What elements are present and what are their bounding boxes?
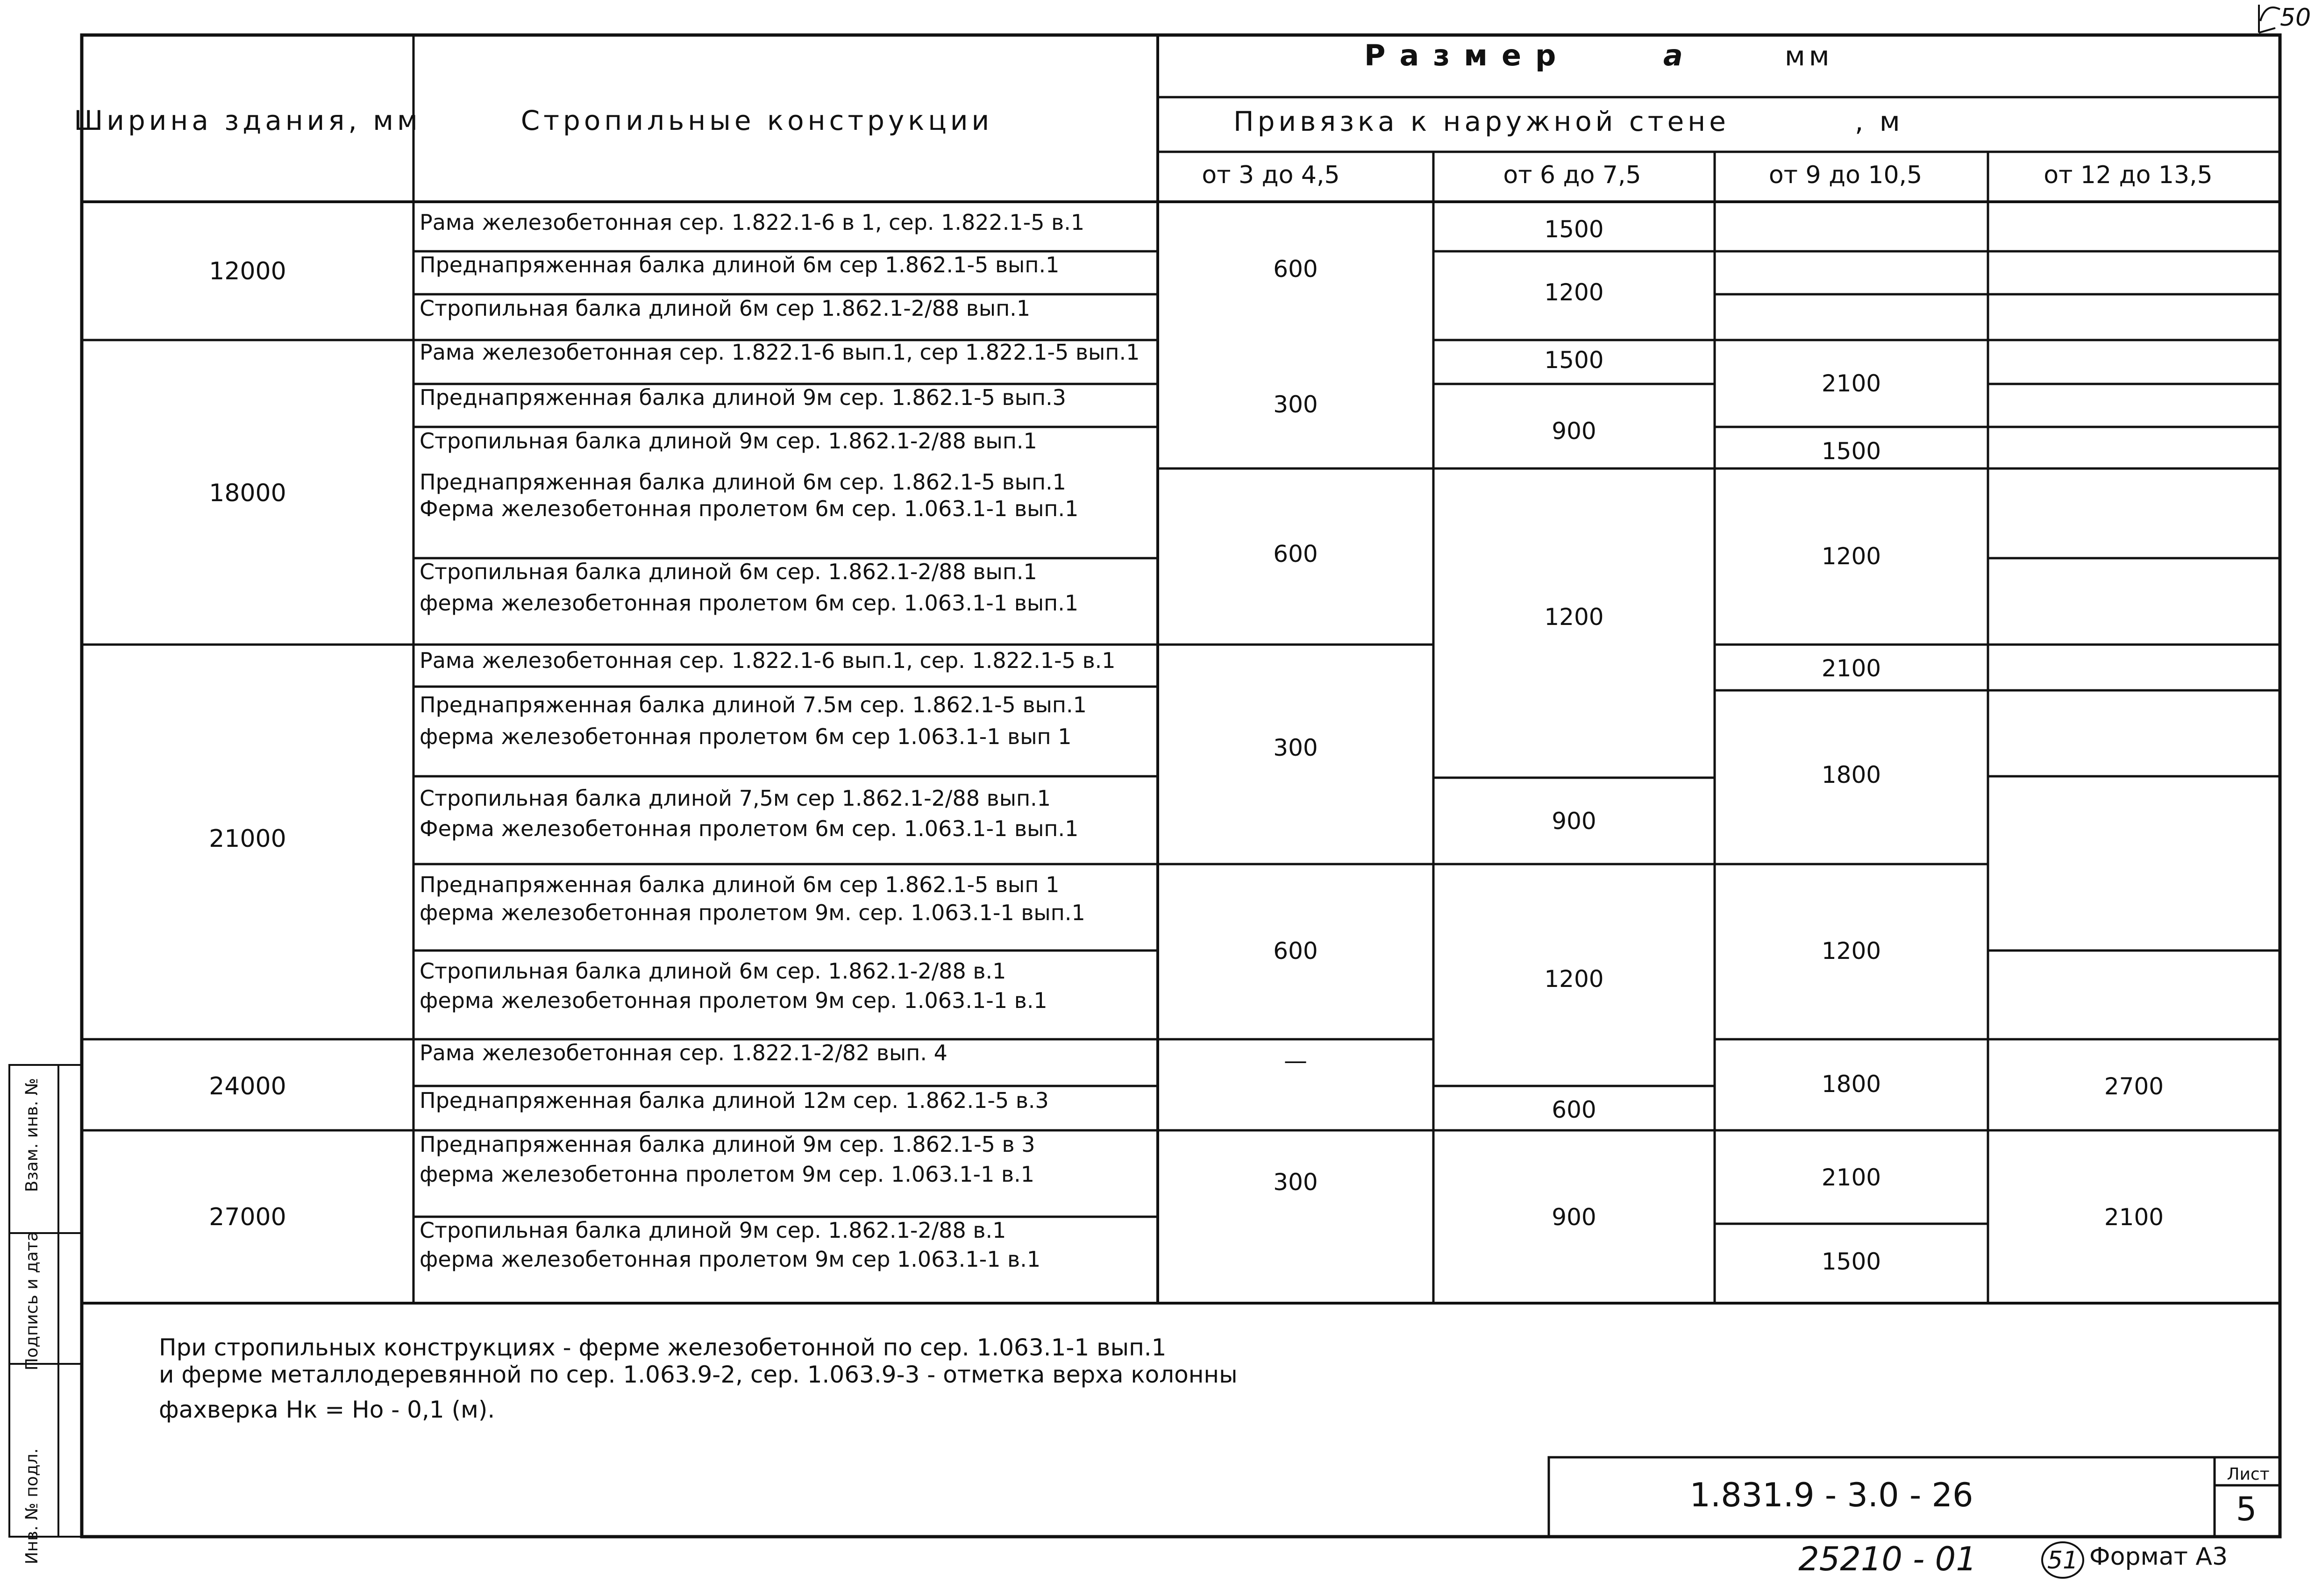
size-cell-range-2: 1500 <box>1544 347 1604 374</box>
title-block <box>1689 1465 2269 1528</box>
table-grid <box>9 35 2280 1537</box>
structure-line: Преднапряженная балка длиной 9м сер. 1.862.1-5 вып.3 <box>420 385 1066 410</box>
structure-line: Рама железобетонная сер. 1.822.1-6 в 1, сер. 1.822.1-5 в.1 <box>420 210 1085 235</box>
header-range-3: от 9 до 10,5 <box>1768 161 1923 189</box>
building-width-cell: 18000 <box>209 479 286 507</box>
structure-line: ферма железобетонная пролетом 6м сер. 1.063.1-1 вып.1 <box>420 590 1079 616</box>
structures-column <box>420 210 1140 1272</box>
header-size-unit: мм <box>1785 40 1833 72</box>
side-label-signature: Подпись и дата <box>22 1231 42 1371</box>
header-binding: Привязка к наружной стене <box>1233 106 1730 137</box>
structure-line: Стропильная балка длиной 6м сер. 1.862.1-2/88 вып.1 <box>420 559 1037 584</box>
structure-line: ферма железобетонная пролетом 9м сер 1.063.1-1 в.1 <box>420 1247 1041 1272</box>
size-cell-range-3: 1500 <box>1821 438 1881 465</box>
size-cell-range-3: 1200 <box>1821 543 1881 570</box>
building-width-cell: 24000 <box>209 1072 286 1100</box>
structure-line: Стропильная балка длиной 6м сер 1.862.1-2/88 вып.1 <box>420 296 1031 321</box>
structure-line: ферма железобетонна пролетом 9м сер. 1.063.1-1 в.1 <box>420 1162 1035 1187</box>
size-cell-range-1: 600 <box>1273 540 1318 567</box>
structure-line: Рама железобетонная сер. 1.822.1-2/82 вып. 4 <box>420 1040 947 1065</box>
size-cell-range-1: 300 <box>1273 391 1318 418</box>
note-block <box>159 1334 1238 1423</box>
structure-line: ферма железобетонная пролетом 6м сер 1.063.1-1 вып 1 <box>420 724 1072 749</box>
header-range-4: от 12 до 13,5 <box>2044 161 2213 189</box>
structure-line: ферма железобетонная пролетом 9м сер. 1.063.1-1 в.1 <box>420 988 1047 1013</box>
size-cell-range-3: 1200 <box>1821 937 1881 965</box>
structure-line: Стропильная балка длиной 9м сер. 1.862.1-2/88 вып.1 <box>420 428 1037 454</box>
size-cell-range-2: 1200 <box>1544 603 1604 631</box>
size-cell-range-4: 2100 <box>2104 1204 2164 1231</box>
side-label-replacement: Взам. инв. № <box>22 1078 42 1192</box>
header-range-2: от 6 до 7,5 <box>1503 161 1641 189</box>
side-stamp <box>22 1078 42 1564</box>
size-cell-range-2: 600 <box>1552 1096 1596 1123</box>
size-cell-range-2: 900 <box>1552 1204 1596 1231</box>
footer <box>1798 4 2311 1578</box>
structure-line: Рама железобетонная сер. 1.822.1-6 вып.1, сер 1.822.1-5 вып.1 <box>420 340 1140 365</box>
header-size-title: Размер <box>1364 38 1570 72</box>
note-line-2: и ферме металлодеревянной по сер. 1.063.9-2, сер. 1.063.9-3 - отметка верха колонны <box>159 1361 1238 1388</box>
size-cell-range-1: 600 <box>1273 937 1318 965</box>
size-cell-range-4: 2700 <box>2104 1073 2164 1100</box>
size-cell-range-3: 2100 <box>1821 370 1881 397</box>
structure-line: Преднапряженная балка длиной 6м сер 1.862.1-5 вып.1 <box>420 252 1060 277</box>
side-label-inventory: Инв. № подл. <box>22 1448 42 1565</box>
sheet-number: 5 <box>2236 1490 2257 1528</box>
document-code: 1.831.9 - 3.0 - 26 <box>1689 1476 1973 1514</box>
size-cell-range-3: 2100 <box>1821 655 1881 682</box>
building-width-cell: 21000 <box>209 825 286 853</box>
size-cell-range-2: 1200 <box>1544 965 1604 993</box>
structure-line: Ферма железобетонная пролетом 6м сер. 1.063.1-1 вып.1 <box>420 496 1079 521</box>
size-cell-range-1: 300 <box>1273 1169 1318 1196</box>
size-cell-range-3: 1800 <box>1821 761 1881 788</box>
structure-line: Преднапряженная балка длиной 12м сер. 1.862.1-5 в.3 <box>420 1088 1049 1113</box>
structure-line: Преднапряженная балка длиной 9м сер. 1.862.1-5 в 3 <box>420 1132 1035 1157</box>
size-cell-range-3: 2100 <box>1821 1164 1881 1191</box>
size-cell-range-1: 600 <box>1273 255 1318 283</box>
corner-sheet-number: 50 <box>2280 4 2311 32</box>
structure-line: Преднапряженная балка длиной 6м сер. 1.862.1-5 вып.1 <box>420 469 1066 495</box>
building-width-cell: 12000 <box>209 257 286 285</box>
structure-line: Ферма железобетонная пролетом 6м сер. 1.063.1-1 вып.1 <box>420 816 1079 841</box>
table-header <box>74 38 2212 189</box>
size-cell-range-2: 900 <box>1552 418 1596 445</box>
sheet-format: Формат А3 <box>2089 1543 2228 1571</box>
size-cell-range-1: 300 <box>1273 734 1318 761</box>
page-mark: 51 <box>2047 1546 2079 1575</box>
building-width-column <box>209 257 286 1231</box>
note-line-1: При стропильных конструкциях - ферме железобетонной по сер. 1.063.1-1 вып.1 <box>159 1334 1167 1361</box>
structure-line: Рама железобетонная сер. 1.822.1-6 вып.1, сер. 1.822.1-5 в.1 <box>420 648 1116 673</box>
size-cell-range-1: — <box>1284 1047 1307 1074</box>
structure-line: ферма железобетонная пролетом 9м. сер. 1.063.1-1 вып.1 <box>420 900 1085 925</box>
size-cell-range-3: 1800 <box>1821 1071 1881 1098</box>
size-cell-range-3: 1500 <box>1821 1248 1881 1275</box>
note-line-3: фахверка Hк = Hо - 0,1 (м). <box>159 1396 495 1423</box>
building-width-cell: 27000 <box>209 1203 286 1231</box>
inventory-number: 25210 - 01 <box>1798 1540 1977 1578</box>
corner-mark <box>2259 5 2280 33</box>
structure-line: Стропильная балка длиной 7,5м сер 1.862.1-2/88 вып.1 <box>420 786 1051 811</box>
size-cell-range-2: 1200 <box>1544 279 1604 306</box>
size-values <box>1273 216 2164 1275</box>
header-rafter-structures: Стропильные конструкции <box>520 105 993 136</box>
structure-line: Стропильная балка длиной 6м сер. 1.862.1-2/88 в.1 <box>420 958 1006 984</box>
sheet-label: Лист <box>2227 1465 2270 1484</box>
structure-line: Преднапряженная балка длиной 7.5м сер. 1.862.1-5 вып.1 <box>420 692 1087 717</box>
header-building-width: Ширина здания, мм <box>74 105 421 136</box>
size-cell-range-2: 900 <box>1552 808 1596 835</box>
structure-line: Преднапряженная балка длиной 6м сер 1.862.1-5 вып 1 <box>420 872 1060 897</box>
header-size-symbol: a <box>1663 38 1697 72</box>
structure-line: Стропильная балка длиной 9м сер. 1.862.1-2/88 в.1 <box>420 1218 1006 1243</box>
header-range-1: от 3 до 4,5 <box>1202 161 1340 189</box>
header-binding-unit: , м <box>1855 106 1904 137</box>
size-cell-range-2: 1500 <box>1544 216 1604 243</box>
